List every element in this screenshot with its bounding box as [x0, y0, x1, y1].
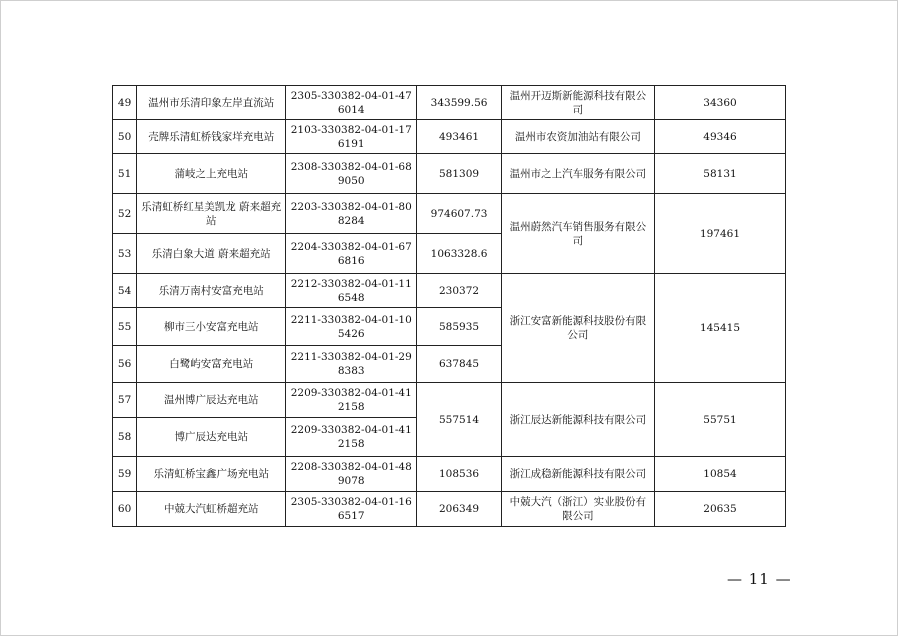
station-name: 白鹭屿安富充电站: [137, 346, 286, 383]
company-name: 浙江辰达新能源科技有限公司: [501, 383, 654, 457]
project-code: 2305-330382-04-01-166517: [286, 492, 417, 527]
project-code: 2305-330382-04-01-476014: [286, 86, 417, 120]
company-name: 温州市农资加油站有限公司: [501, 120, 654, 154]
subsidy-amount: 49346: [654, 120, 785, 154]
project-code: 2203-330382-04-01-808284: [286, 194, 417, 234]
row-number: 59: [113, 457, 137, 492]
project-code: 2211-330382-04-01-298383: [286, 346, 417, 383]
project-code: 2208-330382-04-01-489078: [286, 457, 417, 492]
table-row: [113, 194, 786, 234]
investment-amount: 581309: [417, 154, 502, 194]
row-number: 50: [113, 120, 137, 154]
company-name: 温州蔚然汽车销售服务有限公司: [501, 194, 654, 274]
table-row: [113, 120, 786, 154]
company-name: 浙江成稳新能源科技有限公司: [501, 457, 654, 492]
station-name: 乐清虹桥宝鑫广场充电站: [137, 457, 286, 492]
subsidy-amount: 145415: [654, 274, 785, 383]
station-name: 中兢大汽虹桥超充站: [137, 492, 286, 527]
company-name: 温州市之上汽车服务有限公司: [501, 154, 654, 194]
station-name: 乐清白象大道 蔚来超充站: [137, 234, 286, 274]
subsidy-amount: 197461: [654, 194, 785, 274]
investment-amount: 637845: [417, 346, 502, 383]
table-row: [113, 86, 786, 120]
row-number: 53: [113, 234, 137, 274]
project-code: 2212-330382-04-01-116548: [286, 274, 417, 308]
station-name: 乐清虹桥红星美凯龙 蔚来超充站: [137, 194, 286, 234]
table-row: [113, 383, 786, 418]
company-name: 温州开迈斯新能源科技有限公司: [501, 86, 654, 120]
project-code: 2211-330382-04-01-105426: [286, 308, 417, 346]
station-name: 壳牌乐清虹桥钱家垟充电站: [137, 120, 286, 154]
table-row: [113, 457, 786, 492]
subsidy-amount: 58131: [654, 154, 785, 194]
station-name: 柳市三小安富充电站: [137, 308, 286, 346]
investment-amount: 585935: [417, 308, 502, 346]
station-name: 蒲岐之上充电站: [137, 154, 286, 194]
project-code: 2204-330382-04-01-676816: [286, 234, 417, 274]
subsidy-amount: 34360: [654, 86, 785, 120]
project-code: 2308-330382-04-01-689050: [286, 154, 417, 194]
page-number: — 11 —: [727, 570, 792, 588]
station-name: 乐清万南村安富充电站: [137, 274, 286, 308]
subsidy-amount: 55751: [654, 383, 785, 457]
row-number: 55: [113, 308, 137, 346]
station-name: 温州市乐清印象左岸直流站: [137, 86, 286, 120]
company-name: 中兢大汽（浙江）实业股份有限公司: [501, 492, 654, 527]
project-code: 2209-330382-04-01-412158: [286, 383, 417, 418]
investment-amount: 493461: [417, 120, 502, 154]
project-code: 2103-330382-04-01-176191: [286, 120, 417, 154]
table-row: [113, 154, 786, 194]
investment-amount: 343599.56: [417, 86, 502, 120]
investment-amount: 230372: [417, 274, 502, 308]
row-number: 49: [113, 86, 137, 120]
row-number: 56: [113, 346, 137, 383]
company-name: 浙江安富新能源科技股份有限公司: [501, 274, 654, 383]
subsidy-amount: 10854: [654, 457, 785, 492]
investment-amount: 974607.73: [417, 194, 502, 234]
row-number: 60: [113, 492, 137, 527]
station-name: 博广辰达充电站: [137, 418, 286, 457]
project-code: 2209-330382-04-01-412158: [286, 418, 417, 457]
table-row: [113, 492, 786, 527]
subsidy-amount: 20635: [654, 492, 785, 527]
row-number: 54: [113, 274, 137, 308]
investment-amount: 557514: [417, 383, 502, 457]
row-number: 57: [113, 383, 137, 418]
investment-amount: 206349: [417, 492, 502, 527]
row-number: 58: [113, 418, 137, 457]
table-row: [113, 274, 786, 308]
station-name: 温州博广辰达充电站: [137, 383, 286, 418]
row-number: 52: [113, 194, 137, 234]
row-number: 51: [113, 154, 137, 194]
investment-amount: 1063328.6: [417, 234, 502, 274]
investment-amount: 108536: [417, 457, 502, 492]
subsidy-table: [112, 85, 786, 527]
